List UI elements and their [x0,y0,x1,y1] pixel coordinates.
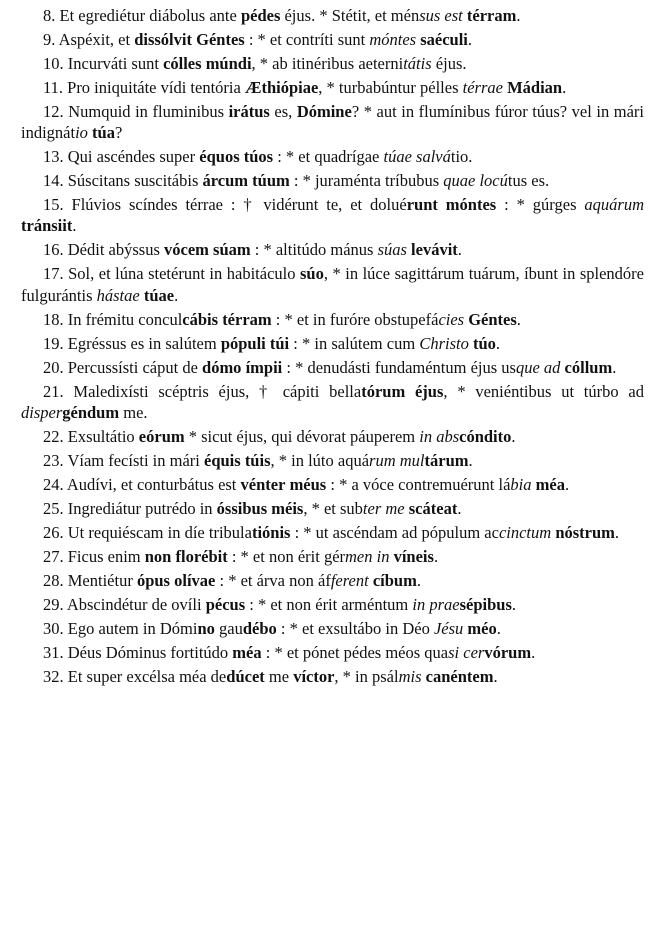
verse [21,618,644,639]
verse [21,5,644,26]
verse-number: 19. [43,333,64,353]
verse-number: 20. [43,357,64,377]
italic-text: si cer [448,642,485,662]
verse-text: Pro iniquitáte vídi tentória [63,78,245,97]
verse-number: 10. [43,54,64,73]
verse-text: In frémitu concul [63,309,183,329]
verse-number: 26. [43,522,64,542]
verse [21,77,644,98]
accent-text: débo [242,618,277,638]
verse-text [405,382,415,401]
accent-text: tárum [424,450,469,470]
accent-text: équis [204,450,241,470]
verse-text: , * in psál [334,666,399,686]
verse-text: : * et non érit arméntum [245,594,413,614]
accent-text: méis [271,498,304,518]
verse-text: gau [214,618,243,638]
accent-text: éjus [414,381,444,401]
italic-text: in abs [419,426,460,446]
verse-text: Déus Dóminus fortitúdo [63,642,233,662]
italic-text: túae salvá [383,147,451,167]
accent-text: nóstrum [555,522,615,542]
italic-text: que ad [515,357,561,377]
verse-number: 15. [43,195,64,215]
accent-text: dúcet [226,666,265,686]
accent-text: túae [143,285,175,305]
verse [21,498,644,519]
verse-text: . [457,240,462,260]
italic-text: men in [345,546,390,566]
verse [21,333,644,354]
accent-text: levávit [411,240,458,260]
verse [21,239,644,260]
accent-text: dissólvit [134,30,192,49]
verse-text: ? [114,123,123,143]
verse-text: : * et non érit gér [227,546,346,566]
verse [21,594,644,615]
verse-text: Mentiétur [63,570,137,590]
verse-text: Audívi, et conturbátus est [63,474,241,494]
verse-text [438,195,446,214]
verse-text: . [468,450,473,470]
verse [21,101,644,143]
italic-text: térrae [462,78,503,97]
accent-text: saéculi [420,30,468,49]
verse-text: Flúvios scíndes térrae : † vidérunt te, et dolué [63,195,407,215]
verse-text: Exsultátio [63,426,139,446]
verse-text: . [612,357,617,377]
verse-text: : * et quadrígae [273,147,384,167]
verse [21,146,644,167]
accent-text: sépibus [459,594,512,614]
italic-text: quae locú [443,171,508,191]
accent-text: túo [472,333,496,353]
verse [21,53,644,74]
verse-number: 9. [43,30,56,49]
accent-text: Æthiópiae [244,78,319,97]
verse-text: : * ut ascéndam ad pópulum ac [290,522,499,542]
verse [21,309,644,330]
verse [21,570,644,591]
verse-number: 13. [43,147,64,167]
verse [21,194,644,236]
verse-text: . [433,546,439,566]
verse-number: 16. [43,240,64,260]
verse-text: . [516,6,521,25]
verse-text: . [531,642,536,662]
accent-text: dómo [202,357,242,377]
verse-text: : * a vóce contremuérunt lá [326,474,511,494]
verse-text: . [467,30,473,49]
accent-text: no [197,618,215,638]
verse-text: . [457,498,462,518]
italic-text: súas [377,240,407,260]
accent-text: túis [244,450,271,470]
verse-text: tio. [450,147,473,167]
italic-text: hástae [96,285,140,305]
verse-text: Maledixísti scéptris éjus, † cápiti bella [63,381,362,401]
italic-text: ferent [330,570,369,590]
accent-text: méa [232,642,262,662]
verse-text: Qui ascéndes super [63,147,200,167]
accent-text: tiónis [251,522,291,542]
verse-text: Et egrediétur diábolus ante [55,6,241,25]
verse-text: . [496,618,501,638]
verse-text: Ingrediátur putrédo in [63,498,217,518]
verse-number: 25. [43,498,64,518]
verse [21,546,644,567]
verse-text: : * et contríti sunt [244,30,370,49]
verse-text: . [614,522,620,542]
accent-text: scáteat [408,498,458,518]
verse-number: 30. [43,618,64,638]
verse-text: Ut requiéscam in díe tribula [63,522,252,542]
verse-text: ? * aut in flumínibus fúror túus? vel in mári indignát [21,102,645,143]
accent-text: olívae [174,570,216,590]
accent-text: súam [213,240,251,260]
verse-text: Ficus enim [63,546,145,566]
accent-text: vénter [240,474,286,494]
italic-text: sus est [419,6,463,25]
verse-text: , * ab itinéribus aeterni [251,54,404,73]
verse-text: Et super excélsa méa de [63,666,227,686]
italic-text: Christo [419,333,469,353]
verse-text: Abscindétur de ovíli [63,594,206,614]
accent-text: méa [535,474,565,494]
verse-text: éjus. * Stétit, et mén [280,6,420,25]
verse-text: : * et exsultábo in Déo [276,618,434,638]
verse-text: . [174,285,179,305]
accent-text: túum [252,171,290,191]
verse-text: Ego autem in Dómi [63,618,198,638]
verse-number: 32. [43,666,64,686]
accent-text: óssibus [216,498,268,518]
verse [21,522,644,543]
verse-number: 22. [43,426,64,446]
accent-text: géndum [62,402,120,422]
verse-number: 28. [43,570,64,590]
verse-text: Sol, et lúna stetérunt in habitáculo [63,264,300,284]
verse-text: * sicut éjus, qui dévorat páuperem [184,426,420,446]
verse-number: 8. [43,6,56,25]
italic-text: aquárum [584,195,644,215]
accent-text: méus [289,474,327,494]
accent-text: cóndito [459,426,512,446]
accent-text: méo [467,618,497,638]
verse-text: . [72,216,77,236]
verse-text: , * turbabúntur pélles [318,78,463,97]
verse-list [21,5,644,687]
accent-text: ímpii [245,357,283,377]
accent-text: irátus [228,102,270,121]
italic-text: ter me [362,498,405,518]
verse-text: Aspéxit, et [55,30,135,49]
italic-text: cinctum [498,522,552,542]
accent-text: ópus [136,570,170,590]
italic-text: disper [21,402,63,422]
verse [21,666,644,687]
accent-text: pédes [240,6,281,25]
accent-text: tórum [361,381,406,401]
accent-text: cóllum [564,357,613,377]
accent-text: eórum [138,426,185,446]
verse-text: . [493,666,498,686]
accent-text: tránsiit [21,216,73,236]
accent-text: pécus [205,594,246,614]
accent-text: túa [92,123,115,143]
verse-text: : * et in furóre obstupefá [271,309,439,329]
verse-text: . [516,309,521,329]
verse-text: . [511,426,516,446]
italic-text: tátis [403,54,432,73]
verse-text: Numquid in fluminibus [63,102,229,121]
accent-text: vócem [164,240,209,260]
accent-text: cíbum [372,570,417,590]
verse-text: : * altitúdo mánus [250,240,378,260]
accent-text: súo [300,264,324,284]
accent-text: Mádian [507,78,563,97]
verse-number: 27. [43,546,64,566]
verse-text: Egréssus es in salútem [63,333,221,353]
verse-text: : * juraménta tríbubus [289,171,444,191]
accent-text: térram [466,6,517,25]
verse-text: . [564,474,570,494]
verse-text: , * veniéntibus ut túrbo ad [443,381,644,401]
verse-number: 24. [43,474,64,494]
italic-text: io [75,123,88,143]
accent-text: florébit [175,546,228,566]
verse-text: Víam fecísti in mári [63,450,204,470]
verse-text: . [416,570,421,590]
accent-text: túi [269,333,290,353]
verse [21,170,644,191]
verse-number: 31. [43,642,64,662]
accent-text: runt [406,195,438,215]
verse-text: . [495,333,501,353]
accent-text: cólles [163,54,202,73]
verse-number: 14. [43,171,64,191]
accent-text: víneis [393,546,434,566]
verse-number: 29. [43,594,64,614]
verse-text: tus es. [507,171,550,191]
verse-number: 17. [43,264,64,284]
italic-text: cies [438,309,465,329]
verse-text: Percussísti cáput de [63,357,203,377]
verse-text: . [562,78,567,97]
accent-text: vórum [484,642,532,662]
italic-text: Jésu [433,618,464,638]
verse-text: es, [269,102,297,121]
verse-text: , * in lúto aquá [270,450,370,470]
verse-text: , * et sub [303,498,363,518]
accent-text: múndi [205,54,252,73]
verse-text: Dédit abýssus [63,240,164,260]
accent-text: túos [243,147,274,167]
verse-number: 23. [43,450,64,470]
verse-text: : * gúrges [496,195,585,215]
accent-text: árcum [202,171,249,191]
verse-number: 18. [43,309,64,329]
italic-text: móntes [369,30,417,49]
verse [21,642,644,663]
italic-text: mis [398,666,422,686]
verse-text: me. [119,402,148,422]
verse [21,357,644,378]
verse [21,263,644,305]
verse-text: Incurváti sunt [63,54,164,73]
verse-number: 11. [43,78,64,97]
verse [21,381,644,423]
accent-text: canéntem [425,666,494,686]
accent-text: non [144,546,172,566]
verse-text: éjus. [431,54,467,73]
verse [21,426,644,447]
accent-text: víctor [293,666,335,686]
verse [21,450,644,471]
verse [21,29,644,50]
italic-text: bia [510,474,532,494]
accent-text: équos [199,147,240,167]
accent-text: Géntes [196,30,245,49]
verse-text: Súscitans suscitábis [63,171,203,191]
verse [21,474,644,495]
verse-text: , * in lúce sagittárum tuárum, íbunt in splendóre fulgurántis [21,264,645,305]
verse-text: : * denudásti fundaméntum éjus us [282,357,516,377]
accent-text: Géntes [468,309,517,329]
verse-text: me [264,666,294,686]
italic-text: in prae [412,594,460,614]
verse-number: 12. [43,102,64,121]
verse-text: : * et pónet pédes méos qua [261,642,449,662]
accent-text: Dómine [296,102,352,121]
verse-number: 21. [43,381,64,401]
verse-text: . [511,594,516,614]
accent-text: térram [222,309,272,329]
accent-text: cábis [182,309,219,329]
verse-text: : * et árva non áf [215,570,331,590]
accent-text: móntes [445,195,497,215]
italic-text: rum mul [369,450,425,470]
accent-text: pópuli [220,333,266,353]
verse-text: : * in salútem cum [289,333,420,353]
